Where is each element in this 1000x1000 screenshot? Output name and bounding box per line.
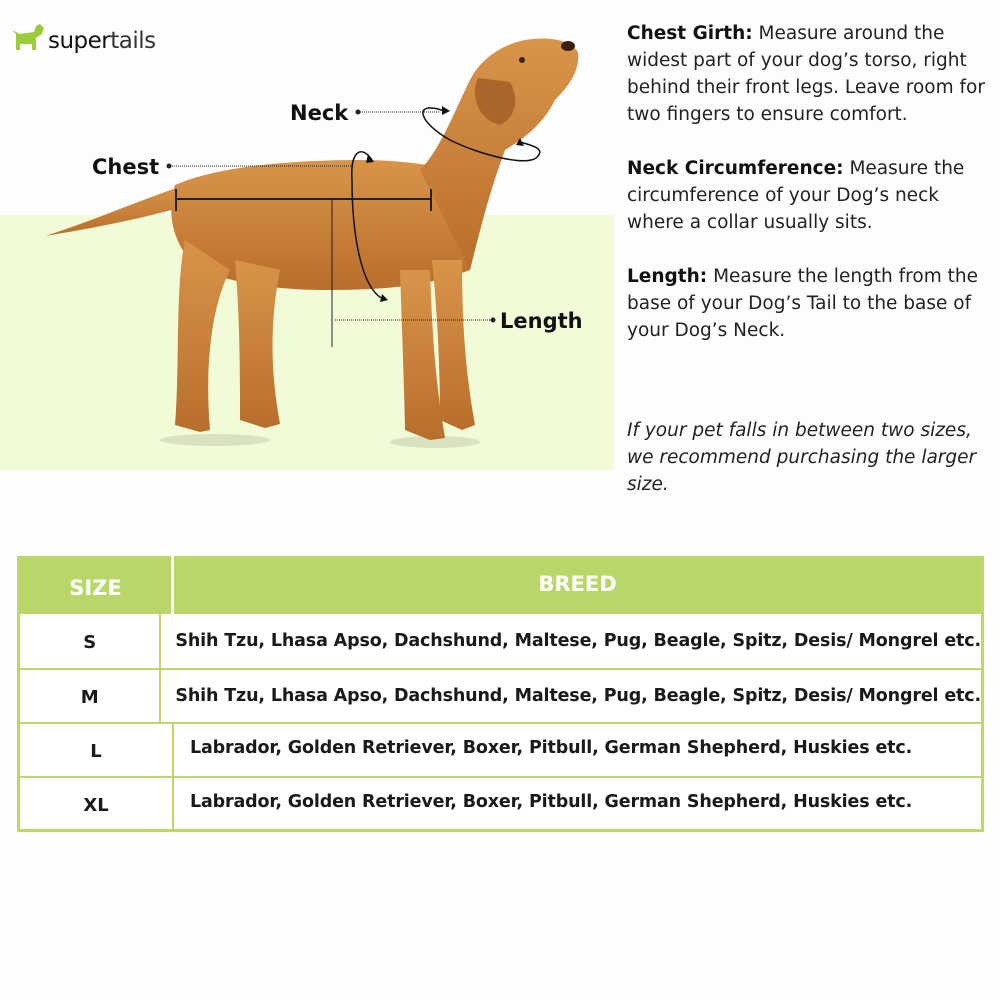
length-title: Length: xyxy=(627,266,708,287)
dog-shadow-back xyxy=(160,434,270,446)
table-body xyxy=(20,614,981,830)
breed-cell: Shih Tzu, Lhasa Apso, Dachshund, Maltese, Pug, Beagle, Spitz, Desis/ Mongrel etc. xyxy=(175,631,981,651)
brand-name-part2: tails xyxy=(110,28,156,54)
dog-eye xyxy=(519,57,525,63)
table-row xyxy=(20,614,981,668)
chest-label: Chest xyxy=(92,155,160,179)
measurement-instructions xyxy=(627,20,992,371)
size-cell: XL xyxy=(20,778,174,830)
neck-circumference-instruction xyxy=(627,155,992,236)
neck-circumference-title: Neck Circumference: xyxy=(627,158,844,179)
chest-girth-text: Measure around the widest part of your dog’s torso, right behind their front legs. Leave room for two fingers to ensure comfort. xyxy=(627,23,985,125)
length-label: Length xyxy=(500,309,583,333)
brand-name-part1: super xyxy=(48,28,111,54)
size-recommendation-note: If your pet falls in between two sizes, we recommend purchasing the larger size. xyxy=(627,420,977,495)
table-row xyxy=(20,776,981,830)
size-cell: L xyxy=(20,724,174,776)
table-row xyxy=(20,722,981,776)
table-row xyxy=(20,668,981,722)
breed-column-header: BREED xyxy=(538,572,617,596)
breed-cell: Labrador, Golden Retriever, Boxer, Pitbull, German Shepherd, Huskies etc. xyxy=(190,792,913,812)
breed-cell: Shih Tzu, Lhasa Apso, Dachshund, Maltese, Pug, Beagle, Spitz, Desis/ Mongrel etc. xyxy=(175,686,981,706)
neck-circumference-text: Measure the circumference of your Dog’s neck where a collar usually sits. xyxy=(627,158,965,233)
dog-nose xyxy=(561,41,575,51)
size-cell: S xyxy=(20,614,161,668)
table-header xyxy=(20,556,981,614)
size-column-header: SIZE xyxy=(20,556,174,614)
size-cell: M xyxy=(20,670,161,722)
dog-measurement-illustration xyxy=(0,20,614,470)
neck-label: Neck xyxy=(290,101,349,125)
chest-girth-instruction xyxy=(627,20,992,128)
length-instruction xyxy=(627,263,992,344)
dog-body xyxy=(45,39,578,441)
chest-leader-dot xyxy=(167,164,172,169)
length-text: Measure the length from the base of your Dog’s Tail to the base of your Dog’s Neck. xyxy=(627,266,978,341)
breed-cell: Labrador, Golden Retriever, Boxer, Pitbull, German Shepherd, Huskies etc. xyxy=(190,738,913,758)
neck-leader-dot xyxy=(356,110,361,115)
chest-girth-title: Chest Girth: xyxy=(627,23,753,44)
length-leader-dot xyxy=(491,318,496,323)
size-chart-table xyxy=(17,556,984,832)
